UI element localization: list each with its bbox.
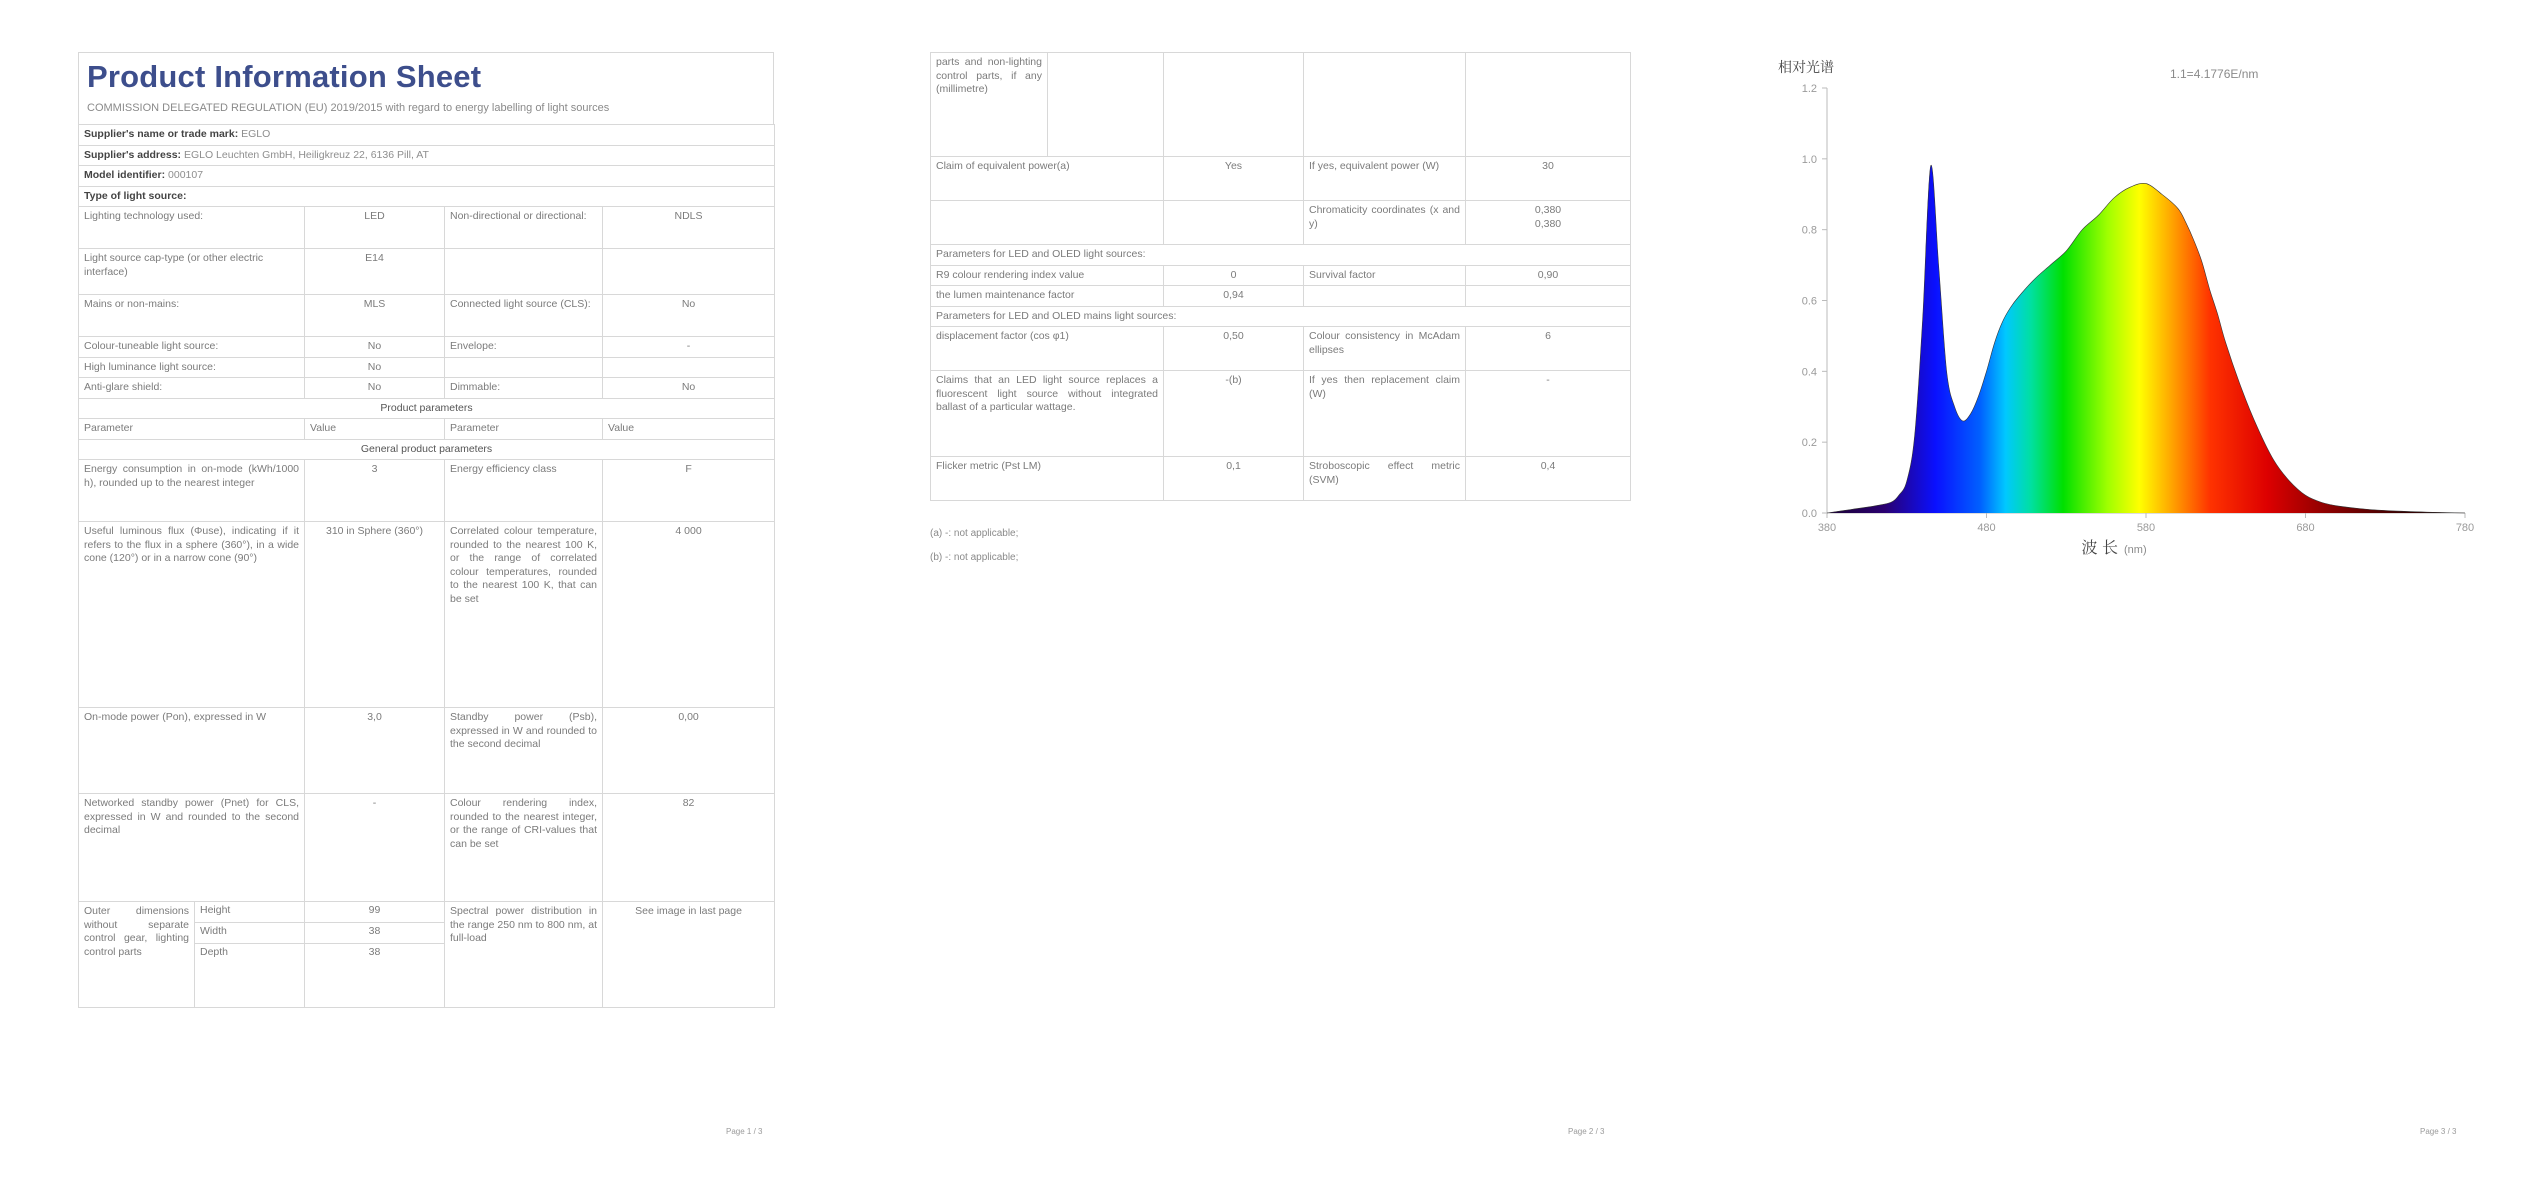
- product-information-sheet: [78, 52, 774, 1008]
- dimensions-row: [79, 902, 775, 1008]
- general-params-header-row: [79, 439, 775, 460]
- directional-label: Non-directional or directional:: [445, 207, 603, 249]
- depth-label: Depth: [200, 946, 229, 958]
- luminous-flux-value: 310 in Sphere (360°): [305, 522, 445, 708]
- regulation-text: COMMISSION DELEGATED REGULATION (EU) 2019/2015 with regard to energy labelling of light sources: [87, 102, 610, 114]
- dimmable-label: Dimmable:: [445, 378, 603, 399]
- cct-label: Correlated colour temperature, rounded to the nearest 100 K, or the range of correlated colour temperatures, rounded to the nearest 100 K, that can be set: [445, 522, 603, 708]
- networked-standby-value: -: [305, 794, 445, 902]
- equivalent-power-label: Claim of equivalent power(a): [931, 157, 1164, 201]
- continuation-row: [931, 53, 1631, 157]
- replacement-claim-value: -: [1466, 371, 1631, 457]
- model-value: 000107: [168, 169, 204, 181]
- standby-power-value: 0,00: [603, 708, 775, 794]
- equivalent-watt-label: If yes, equivalent power (W): [1304, 157, 1466, 201]
- continuation-text: parts and non-lighting control parts, if any (millimetre): [931, 53, 1048, 157]
- x-tick-label: 680: [2296, 522, 2315, 534]
- model-row: [79, 166, 775, 187]
- survival-value: 0,90: [1466, 265, 1631, 286]
- supplier-name-row: [79, 125, 775, 146]
- y-tick-label: 1.2: [1801, 83, 1817, 95]
- displacement-row: [931, 327, 1631, 371]
- displacement-label: displacement factor (cos φ1): [931, 327, 1164, 371]
- envelope-label: Envelope:: [445, 337, 603, 358]
- model-label: Model identifier:: [84, 169, 166, 181]
- equivalent-power-row: [931, 157, 1631, 201]
- colour-tunable-row: [79, 337, 775, 358]
- cap-type-row: [79, 249, 775, 295]
- supplier-name-label: Supplier's name or trade mark:: [84, 128, 239, 140]
- page-2: [900, 0, 1680, 1200]
- on-mode-power-value: 3,0: [305, 708, 445, 794]
- lumen-maintenance-row: [931, 286, 1631, 307]
- y-tick-label: 0.6: [1801, 295, 1817, 308]
- survival-label: Survival factor: [1304, 265, 1466, 286]
- page-3: [1740, 0, 2542, 1200]
- r9-row: [931, 265, 1631, 286]
- anti-glare-row: [79, 378, 775, 399]
- led-params-header: Parameters for LED and OLED light sources:: [931, 245, 1631, 266]
- footnote-a: (a) -: not applicable;: [930, 528, 1019, 539]
- networked-standby-row: [79, 794, 775, 902]
- page-1-footer: Page 1 / 3: [726, 1127, 763, 1136]
- cls-label: Connected light source (CLS):: [445, 295, 603, 337]
- product-params-header-row: [79, 398, 775, 419]
- cap-type-label: Light source cap-type (or other electric interface): [79, 249, 305, 295]
- flicker-label: Flicker metric (Pst LM): [931, 457, 1164, 501]
- dimensions-label: Outer dimensions without separate control gear, lighting control parts: [79, 902, 195, 1008]
- title-box: [78, 52, 774, 124]
- on-mode-power-label: On-mode power (Pon), expressed in W: [79, 708, 305, 794]
- cap-type-value: E14: [305, 249, 445, 295]
- x-tick-label: 480: [1977, 522, 1996, 534]
- energy-class-value: F: [603, 460, 775, 522]
- width-value: 38: [305, 923, 444, 944]
- lighting-tech-value: LED: [305, 207, 445, 249]
- page-2-table: [930, 52, 1631, 501]
- supplier-address-row: [79, 145, 775, 166]
- y-tick-label: 0.2: [1801, 437, 1817, 450]
- mains-value: MLS: [305, 295, 445, 337]
- networked-standby-label: Networked standby power (Pnet) for CLS, expressed in W and rounded to the second decimal: [79, 794, 305, 902]
- x-axis-ticks: [1818, 513, 2474, 534]
- energy-class-label: Energy efficiency class: [445, 460, 603, 522]
- luminous-flux-row: [79, 522, 775, 708]
- footnote-b: (b) -: not applicable;: [930, 552, 1019, 563]
- mains-label: Mains or non-mains:: [79, 295, 305, 337]
- col-header-value-2: Value: [603, 419, 775, 440]
- page-1: [0, 0, 800, 1200]
- col-header-value: Value: [305, 419, 445, 440]
- y-tick-label: 1.0: [1801, 153, 1817, 166]
- chromaticity-y: 0,380: [1534, 217, 1562, 230]
- stroboscopic-label: Stroboscopic effect metric (SVM): [1304, 457, 1466, 501]
- type-row: [79, 186, 775, 207]
- chromaticity-row: [931, 201, 1631, 245]
- height-label: Height: [195, 902, 304, 923]
- cls-value: No: [603, 295, 775, 337]
- x-tick-label: 380: [1817, 522, 1837, 534]
- y-tick-label: 0.0: [1801, 508, 1817, 520]
- chromaticity-x: 0,380: [1534, 204, 1562, 216]
- high-luminance-row: [79, 357, 775, 378]
- mains-header-row: [931, 306, 1631, 327]
- supplier-address-label: Supplier's address:: [84, 148, 182, 161]
- footnotes: [930, 522, 1018, 570]
- lighting-tech-label: Lighting technology used:: [79, 207, 305, 249]
- product-params-header: Product parameters: [79, 398, 775, 419]
- page-title: Product Information Sheet: [87, 59, 482, 94]
- high-luminance-label: High luminance light source:: [79, 357, 305, 378]
- lumen-maintenance-value: 0,94: [1164, 286, 1304, 307]
- lighting-tech-row: [79, 207, 775, 249]
- height-value: 99: [305, 902, 444, 923]
- energy-consumption-value: 3: [305, 460, 445, 522]
- led-header-row: [931, 245, 1631, 266]
- supplier-address-value: EGLO Leuchten GmbH, Heiligkreuz 22, 6136 Pill, AT: [183, 148, 429, 161]
- cri-value: 82: [603, 794, 775, 902]
- page-3-footer: Page 3 / 3: [2420, 1127, 2457, 1136]
- on-mode-power-row: [79, 708, 775, 794]
- x-axis-unit: (nm): [2124, 544, 2147, 556]
- cri-label: Colour rendering index, rounded to the nearest integer, or the range of CRI-values that can be set: [445, 794, 603, 902]
- col-header-parameter-2: Parameter: [445, 419, 603, 440]
- claims-replace-value: -(b): [1164, 371, 1304, 457]
- standby-power-label: Standby power (Psb), expressed in W and rounded to the second decimal: [445, 708, 603, 794]
- depth-value: 38: [368, 946, 381, 958]
- flicker-value: 0,1: [1164, 457, 1304, 501]
- equivalent-watt-value: 30: [1466, 157, 1631, 201]
- y-tick-label: 0.4: [1801, 366, 1817, 379]
- x-tick-label: 580: [2136, 522, 2156, 534]
- r9-label: R9 colour rendering index value: [931, 265, 1164, 286]
- y-axis-ticks: [1802, 83, 1827, 520]
- envelope-value: -: [603, 337, 775, 358]
- column-header-row: [79, 419, 775, 440]
- product-table: [78, 124, 775, 1008]
- equivalent-power-value: Yes: [1164, 157, 1304, 201]
- r9-value: 0: [1164, 265, 1304, 286]
- mains-params-header: Parameters for LED and OLED mains light sources:: [931, 306, 1631, 327]
- dimmable-value: No: [603, 378, 775, 399]
- stroboscopic-value: 0,4: [1466, 457, 1631, 501]
- spectrum-chart: [1740, 0, 2542, 600]
- colour-tunable-value: No: [305, 337, 445, 358]
- spd-label: Spectral power distribution in the range 250 nm to 800 nm, at full-load: [445, 902, 603, 1008]
- cct-value: 4 000: [603, 522, 775, 708]
- y-tick-label: 0.8: [1801, 224, 1817, 237]
- colour-consistency-label: Colour consistency in McAdam ellipses: [1304, 327, 1466, 371]
- col-header-parameter: Parameter: [79, 419, 305, 440]
- supplier-name-value: EGLO: [241, 128, 271, 140]
- mains-row: [79, 295, 775, 337]
- colour-consistency-value: 6: [1466, 327, 1631, 371]
- flicker-row: [931, 457, 1631, 501]
- lumen-maintenance-label: the lumen maintenance factor: [931, 286, 1164, 307]
- chart-subtitle: 1.1=4.1776E/nm: [2170, 67, 2259, 81]
- anti-glare-label: Anti-glare shield:: [79, 378, 305, 399]
- high-luminance-value: No: [305, 357, 445, 378]
- claims-replace-row: [931, 371, 1631, 457]
- spectrum-area: [1827, 165, 2465, 513]
- claims-replace-label: Claims that an LED light source replaces a fluorescent light source without integrated ballast of a particular wattage.: [931, 371, 1164, 457]
- spd-value: See image in last page: [603, 902, 775, 1008]
- page-2-table-frame: [930, 52, 1630, 501]
- chart-title: 相对光谱: [1778, 59, 1834, 75]
- luminous-flux-label: Useful luminous flux (Φuse), indicating if it refers to the flux in a sphere (360°), in a wide cone (120°) or in a narrow cone (90°): [79, 522, 305, 708]
- x-axis-label: 波 长: [2081, 540, 2118, 557]
- anti-glare-value: No: [305, 378, 445, 399]
- replacement-claim-label: If yes then replacement claim (W): [1304, 371, 1466, 457]
- displacement-value: 0,50: [1164, 327, 1304, 371]
- chromaticity-label: Chromaticity coordinates (x and y): [1304, 201, 1466, 245]
- general-params-header: General product parameters: [79, 439, 775, 460]
- width-label: Width: [195, 923, 304, 944]
- x-tick-label: 780: [2455, 522, 2475, 534]
- type-label: Type of light source:: [84, 189, 187, 202]
- energy-consumption-label: Energy consumption in on-mode (kWh/1000 h), rounded up to the nearest integer: [79, 460, 305, 522]
- colour-tunable-label: Colour-tuneable light source:: [79, 337, 305, 358]
- page-2-footer: Page 2 / 3: [1568, 1127, 1605, 1136]
- energy-row: [79, 460, 775, 522]
- directional-value: NDLS: [603, 207, 775, 249]
